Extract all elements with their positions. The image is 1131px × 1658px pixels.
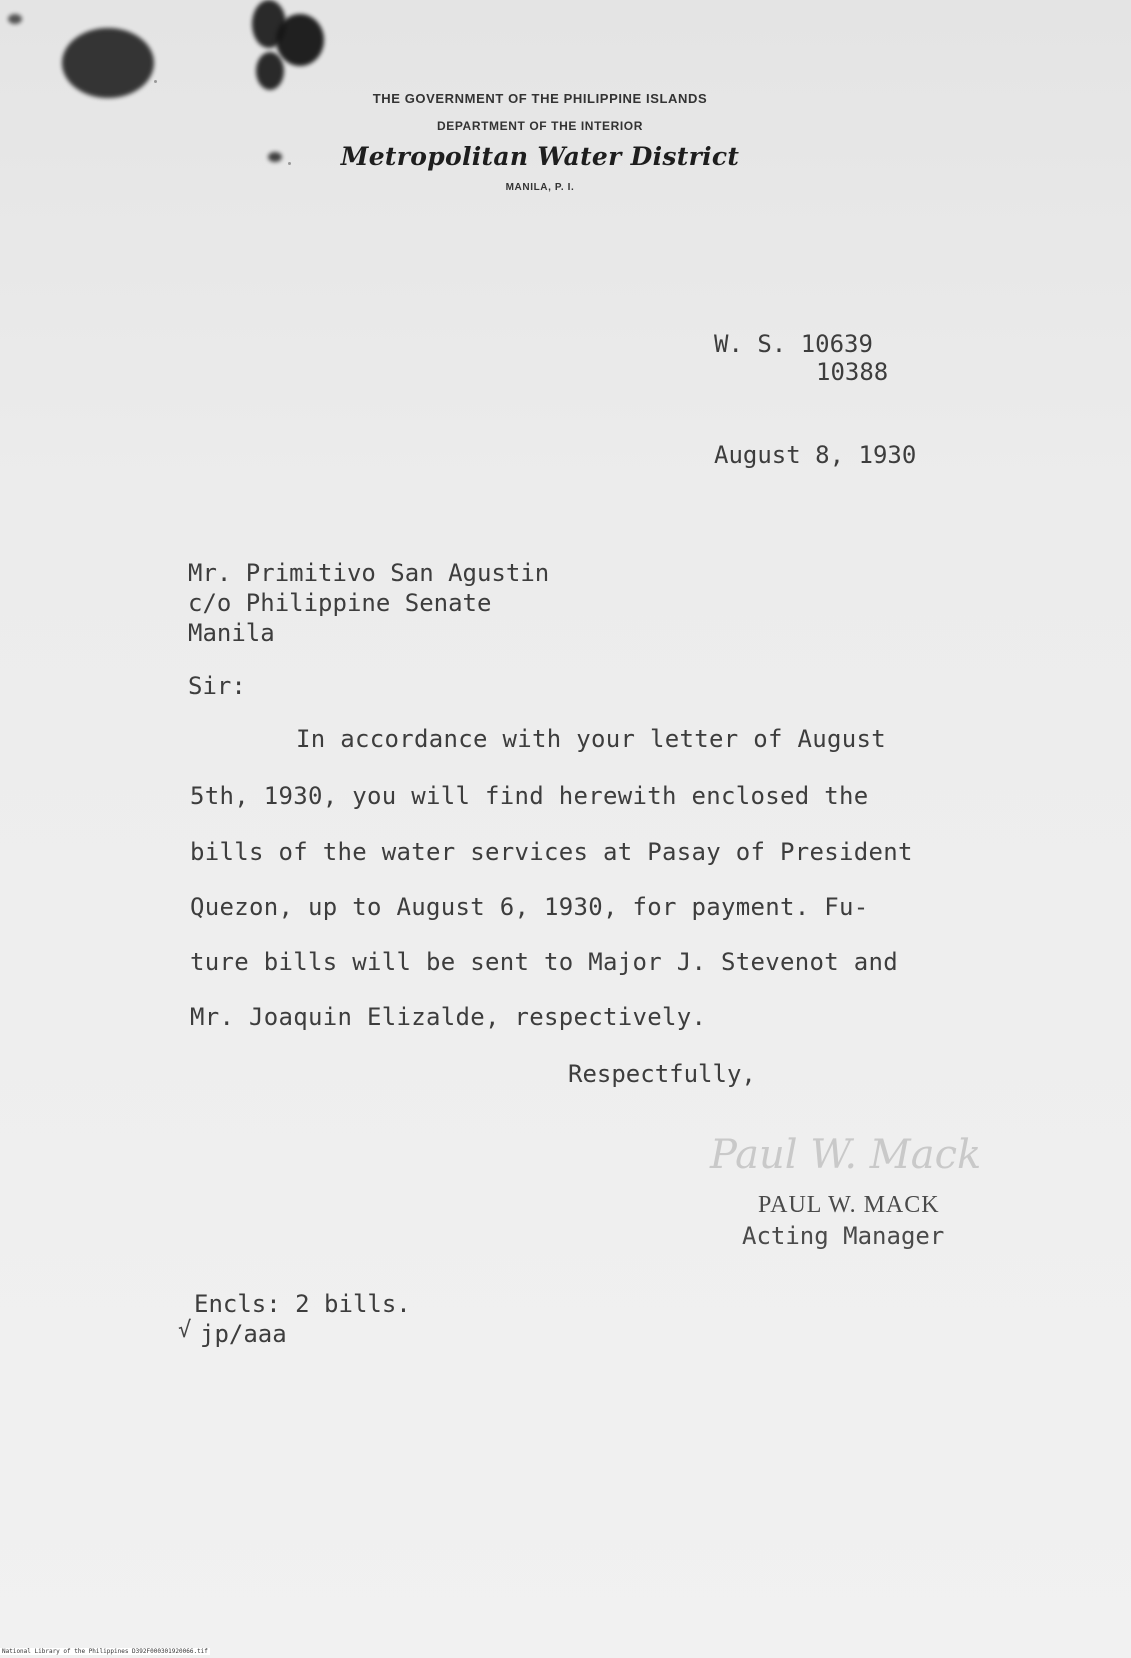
body-line: In accordance with your letter of August [296,725,886,753]
typist-initials: jp/aaa [200,1320,287,1348]
recipient-address [188,558,549,648]
body-line: 5th, 1930, you will find herewith enclosed the [190,782,869,810]
signatory-title: Acting Manager [742,1222,945,1250]
archive-footer: National Library of the Philippines D392F000301920066.tif [2,1648,208,1655]
body-line: ture bills will be sent to Major J. Stevenot and [190,948,898,976]
ink-stain [276,14,324,66]
enclosures: Encls: 2 bills. [194,1290,411,1318]
letterhead-department: DEPARTMENT OF THE INTERIOR [436,119,644,133]
body-line: bills of the water services at Pasay of President [190,838,913,866]
ink-stain [62,28,154,98]
ink-stain [256,52,284,90]
ink-stain [268,152,282,162]
salutation: Sir: [188,672,246,700]
letterhead-government: THE GOVERNMENT OF THE PHILIPPINE ISLANDS [372,91,708,106]
signatory-name: PAUL W. MACK [758,1192,940,1218]
handwritten-signature: Paul W. Mack [710,1132,982,1178]
closing: Respectfully, [568,1060,756,1088]
body-line: Mr. Joaquin Elizalde, respectively. [190,1003,707,1031]
recipient-city: Manila [188,619,275,647]
recipient-name: Mr. Primitivo San Agustin [188,559,550,587]
ink-stain [8,14,22,24]
letter-date: August 8, 1930 [714,441,917,469]
letterhead-city: MANILA, P. I. [505,182,575,193]
body-line: Quezon, up to August 6, 1930, for payment. Fu- [190,893,869,921]
reference-number-secondary: 10388 [816,358,889,386]
letterhead-district: Metropolitan Water District [340,142,740,171]
check-mark-icon: √ [178,1318,192,1343]
recipient-care-of: c/o Philippine Senate [188,589,492,617]
reference-number: W. S. 10639 [714,330,873,358]
